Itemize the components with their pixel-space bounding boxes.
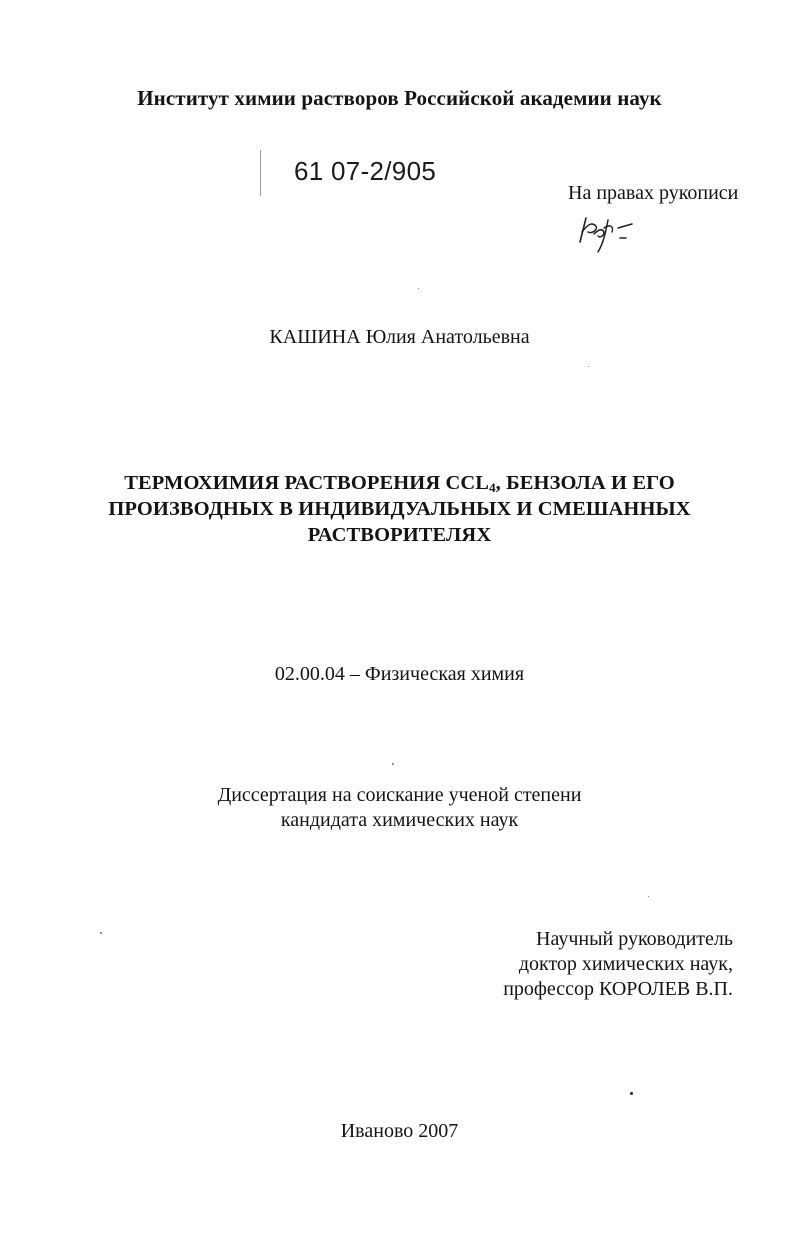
author-name: КАШИНА Юлия Анатольевна <box>269 326 530 348</box>
scan-speck <box>392 763 394 765</box>
dissertation-title <box>0 470 799 548</box>
degree-line-1: Диссертация на соискание ученой степени <box>217 784 582 806</box>
scan-speck <box>588 366 589 367</box>
advisor-line-2: доктор химических наук, <box>518 953 733 975</box>
scientific-advisor <box>503 927 733 1002</box>
handwritten-signature <box>576 212 646 258</box>
title-line-1: ТЕРМОХИМИЯ РАСТВОРЕНИЯ $CCL_4$, БЕНЗОЛА И ЕГО <box>124 472 675 495</box>
stamp-edge-mark <box>260 150 261 196</box>
scan-speck <box>630 1092 633 1095</box>
scan-speck <box>418 288 419 289</box>
city-and-year: Иваново 2007 <box>340 1120 459 1142</box>
advisor-line-3: профессор КОРОЛЕВ В.П. <box>503 978 733 1000</box>
scan-speck <box>100 932 102 934</box>
institution-name: Институт химии растворов Российской академии наук <box>137 86 662 110</box>
degree-statement <box>0 783 799 833</box>
title-line-2: ПРОИЗВОДНЫХ В ИНДИВИДУАЛЬНЫХ И СМЕШАННЫХ <box>108 498 691 520</box>
archive-code: 61 07-2/905 <box>294 156 437 186</box>
title-subscript: 4 <box>489 480 496 495</box>
scan-speck <box>648 896 649 897</box>
advisor-line-1: Научный руководитель <box>536 928 733 950</box>
rights-notice: На правах рукописи <box>568 182 739 204</box>
title-line-3: РАСТВОРИТЕЛЯХ <box>307 524 492 546</box>
specialty-code: 02.00.04 – Физическая химия <box>274 663 525 685</box>
degree-line-2: кандидата химических наук <box>280 809 519 831</box>
